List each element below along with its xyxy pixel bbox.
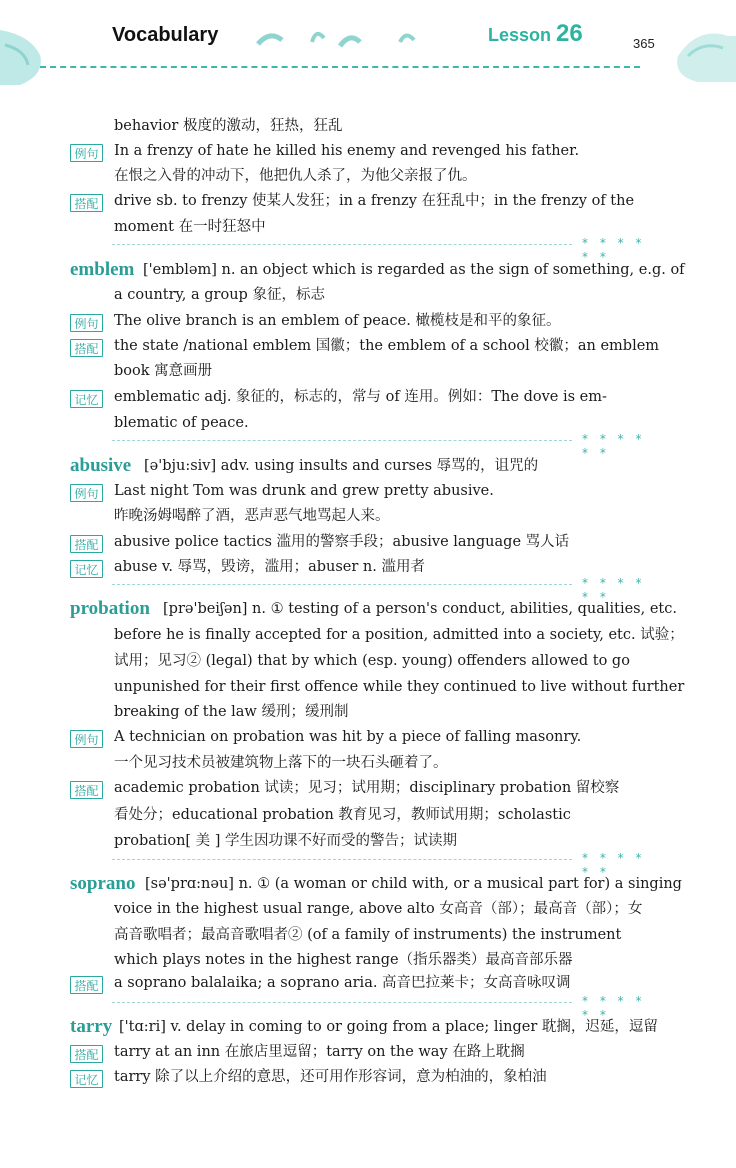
collocation-text: tarry at an inn 在旅店里逗留；tarry on the way 在路上耽搁 [114,1044,525,1060]
example-sentence: A technician on probation was hit by a piece of falling masonry. [114,729,582,745]
entry-separator: * * * * * * [112,1000,657,1010]
collocation-text: academic probation 试读；见习；试用期；disciplinary probation 留校察 [114,780,620,796]
collocation-tag: 搭配 [70,535,103,553]
definition-text: ['tɑ:ri] v. delay in coming to or going from a place; linger 耽搁，迟延，逗留 [119,1019,658,1035]
example-tag: 例句 [70,144,103,162]
collocation-tag: 搭配 [70,976,103,994]
definition-text: a country, a group 象征，标志 [114,287,325,303]
collocation-text: a soprano balalaika; a soprano aria. 高音巴拉莱卡；女高音咏叹调 [114,975,571,991]
memory-text: tarry 除了以上介绍的意思，还可用作形容词，意为柏油的，象柏油 [114,1069,547,1085]
example-sentence: In a frenzy of hate he killed his enemy and revenged his father. [114,143,580,159]
collocation-text: 看处分；educational probation 教育见习，教师试用期；scholastic [114,807,571,823]
example-translation: 一个见习技术员被建筑物上落下的一块石头砸着了。 [114,755,448,771]
definition-text: ['embləm] n. an object which is regarded as the sign of something, e.g. of [143,262,685,278]
headword: tarry [70,1016,113,1037]
example-tag: 例句 [70,484,103,502]
example-sentence: Last night Tom was drunk and grew pretty abusive. [114,483,494,499]
example-sentence: The olive branch is an emblem of peace. 橄榄枝是和平的象征。 [114,313,561,329]
definition-text: 试用；见习② (legal) that by which (esp. young) offenders allowed to go [114,653,630,669]
collocation-text: probation[ 美 ] 学生因功课不好而受的警告；试读期 [114,833,458,849]
entry-separator: * * * * * * [112,582,657,592]
page-number: 365 [633,36,655,51]
definition-text: unpunished for their first offence while they continued to live without further [114,679,685,695]
definition-text: which plays notes in the highest range（指乐器类）最高音部乐器 [114,952,573,968]
entry-text: behavior 极度的激动，狂热，狂乱 [114,118,343,134]
headword: abusive [70,455,132,476]
wave-decoration-icon [0,20,60,90]
header-divider [40,66,640,68]
definition-text: [prə'beiʃən] n. ① testing of a person's conduct, abilities, qualities, etc. [163,601,677,617]
wave-decoration-icon [668,26,736,82]
definition-text: breaking of the law 缓刑；缓刑制 [114,704,349,720]
collocation-tag: 搭配 [70,781,103,799]
collocation-tag: 搭配 [70,194,103,212]
memory-text: blematic of peace. [114,415,249,431]
collocation-text: moment 在一时狂怒中 [114,219,266,235]
example-translation: 在恨之入骨的冲动下，他把仇人杀了，为他父亲报了仇。 [114,168,477,184]
lesson-word: Lesson [488,25,552,45]
headword: emblem [70,259,135,280]
section-title: Vocabulary [112,24,219,46]
lesson-label [488,20,583,48]
collocation-tag: 搭配 [70,339,103,357]
example-tag: 例句 [70,730,103,748]
definition-text: [sə'prɑ:nəu] n. ① (a woman or child with, or a musical part for) a singing [145,876,682,892]
collocation-text: book 寓意画册 [114,363,213,379]
definition-text: 高音歌唱者；最高音歌唱者② (of a family of instruments) the instrument [114,927,622,943]
entry-separator: * * * * * * [112,242,657,252]
memory-text: abuse v. 辱骂，毁谤，滥用；abuser n. 滥用者 [114,559,425,575]
collocation-text: the state /national emblem 国徽；the emblem of a school 校徽；an emblem [114,338,660,354]
entry-separator: * * * * * * [112,438,657,448]
memory-tag: 记忆 [70,390,103,408]
example-tag: 例句 [70,314,103,332]
definition-text: voice in the highest usual range, above alto 女高音（部）；最高音（部）；女 [114,901,643,917]
memory-tag: 记忆 [70,1070,103,1088]
definition-text: before he is finally accepted for a position, admitted into a society, etc. 试验； [114,627,684,643]
definition-text: [ə'bju:siv] adv. using insults and curses 辱骂的，诅咒的 [144,458,539,474]
wave-decoration-icon [250,22,450,52]
memory-tag: 记忆 [70,560,103,578]
lesson-number: 26 [556,20,583,47]
memory-text: emblematic adj. 象征的，标志的，常与 of 连用。例如：The dove is em- [114,389,607,405]
example-translation: 昨晚汤姆喝醉了酒，恶声恶气地骂起人来。 [114,508,390,524]
collocation-text: drive sb. to frenzy 使某人发狂；in a frenzy 在狂乱中；in the frenzy of the [114,193,635,209]
page-header [0,0,736,78]
entry-separator: * * * * * * [112,857,657,867]
collocation-text: abusive police tactics 滥用的警察手段；abusive language 骂人话 [114,534,570,550]
collocation-tag: 搭配 [70,1045,103,1063]
headword: probation [70,598,150,619]
headword: soprano [70,873,136,894]
